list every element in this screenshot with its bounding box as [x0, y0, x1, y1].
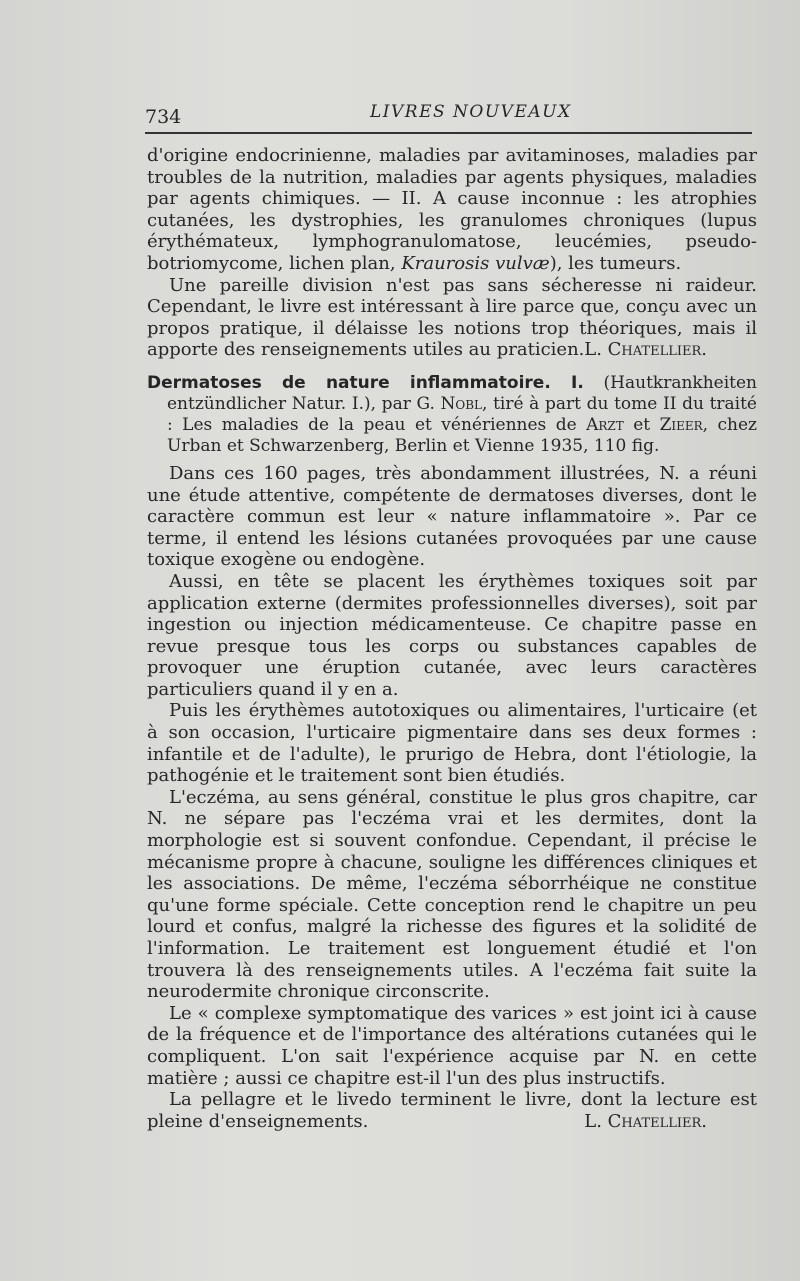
review1-paragraph-2: Une pareille division n'est pas sans sécheresse ni raideur. Cependant, le livre est intéressant à lire parce que, conçu avec un propos pratique, il délaisse les notions trop théoriques, mais il apporte des renseignements utiles au praticien. — [147, 274, 757, 361]
review2-paragraph: Le « complexe symptomatique des varices » est joint ici à cause de la fréquence et de l'importance des altérations cutanées qui le compliquent. L'on sait l'expérience acquise par N. en cette matière ; aussi ce chapitre est-il l'un des plus instructifs. — [147, 1002, 757, 1089]
running-head: LIVRES NOUVEAUX — [370, 102, 572, 122]
review2-title: Dermatoses de nature inflammatoire. I. — [147, 372, 584, 393]
review2-signature: L. Chatellier. — [584, 1110, 707, 1132]
review1-signature: L. Chatellier. — [584, 339, 707, 361]
italic-term: Kraurosis vulvæ — [401, 252, 550, 274]
body-text — [147, 145, 757, 1132]
review2-paragraph: Puis les érythèmes autotoxiques ou alimentaires, l'urticaire (et à son occasion, l'urticaire pigmentaire dans ses deux formes : infantile et de l'adulte), le prurigo de Hebra, dont l'étiologie, la pathogénie et le traitement sont bien étudiés. — [147, 700, 757, 787]
review2-paragraph: Aussi, en tête se placent les érythèmes toxiques soit par application externe (dermites professionnelles diverses), soit par ingestion ou injection médicamenteuse. Ce chapitre passe en revue presque tous les corps ou substances capables de provoquer une éruption cutanée, avec leurs caractères particuliers quand il y en a. — [147, 570, 757, 700]
editor-name-1: Arzt — [586, 414, 624, 435]
editor-name-2: Zieer — [659, 414, 703, 435]
review2-paragraph: L'eczéma, au sens général, constitue le plus gros chapitre, car N. ne sépare pas l'eczéma vrai et les dermites, dont la morphologie est si souvent confondue. Cependant, il précise le mécanisme propre à chacune, souligne les différences cliniques et les associations. De même, l'eczéma séborrhéique ne constitue qu'une forme spéciale. Cette conception rend le chapitre un peu lourd et confus, malgré la richesse des figures et la solidité de l'information. Le traitement est longuement étudié et l'on trouvera là des renseignements utiles. A l'eczéma fait suite la neurodermite chronique circonscrite. — [147, 786, 757, 1003]
review2-paragraph: Dans ces 160 pages, très abondamment illustrées, N. a réuni une étude attentive, compétente de dermatoses diverses, dont le caractère commun est leur « nature inflammatoire ». Par ce terme, il entend les lésions cutanées provoquées par une cause toxique exogène ou endogène. — [147, 462, 757, 571]
page-header — [145, 100, 750, 130]
review1-paragraph-1: d'origine endocrinienne, maladies par avitaminoses, maladies par troubles de la nutrition, maladies par agents physiques, maladies par agents chimiques. — II. A cause inconnue : les atrophies cutanées, les dystrophies, les granulomes chroniques (lupus érythémateux, lymphogranulomatose, leucémies, pseudo-botriomycome, lichen plan, Kraurosis vulvæ), les tumeurs. — [147, 145, 757, 274]
author-name: Nobl — [440, 393, 483, 414]
header-rule — [145, 132, 752, 134]
review2-last-paragraph: La pellagre et le livedo terminent le livre, dont la lecture est pleine d'enseignements. — [147, 1089, 757, 1132]
review2-citation: Dermatoses de nature inflammatoire. I. (Hautkrankheiten entzündlicher Natur. I.), par G. Nobl, tiré à part du tome II du traité : Les maladies de la peau et vénériennes de Arzt et Zieer, chez Urban et Schwarzenberg, Berlin et Vienne 1935, 110 fig. — [147, 372, 758, 456]
page-number: 734 — [145, 106, 182, 128]
